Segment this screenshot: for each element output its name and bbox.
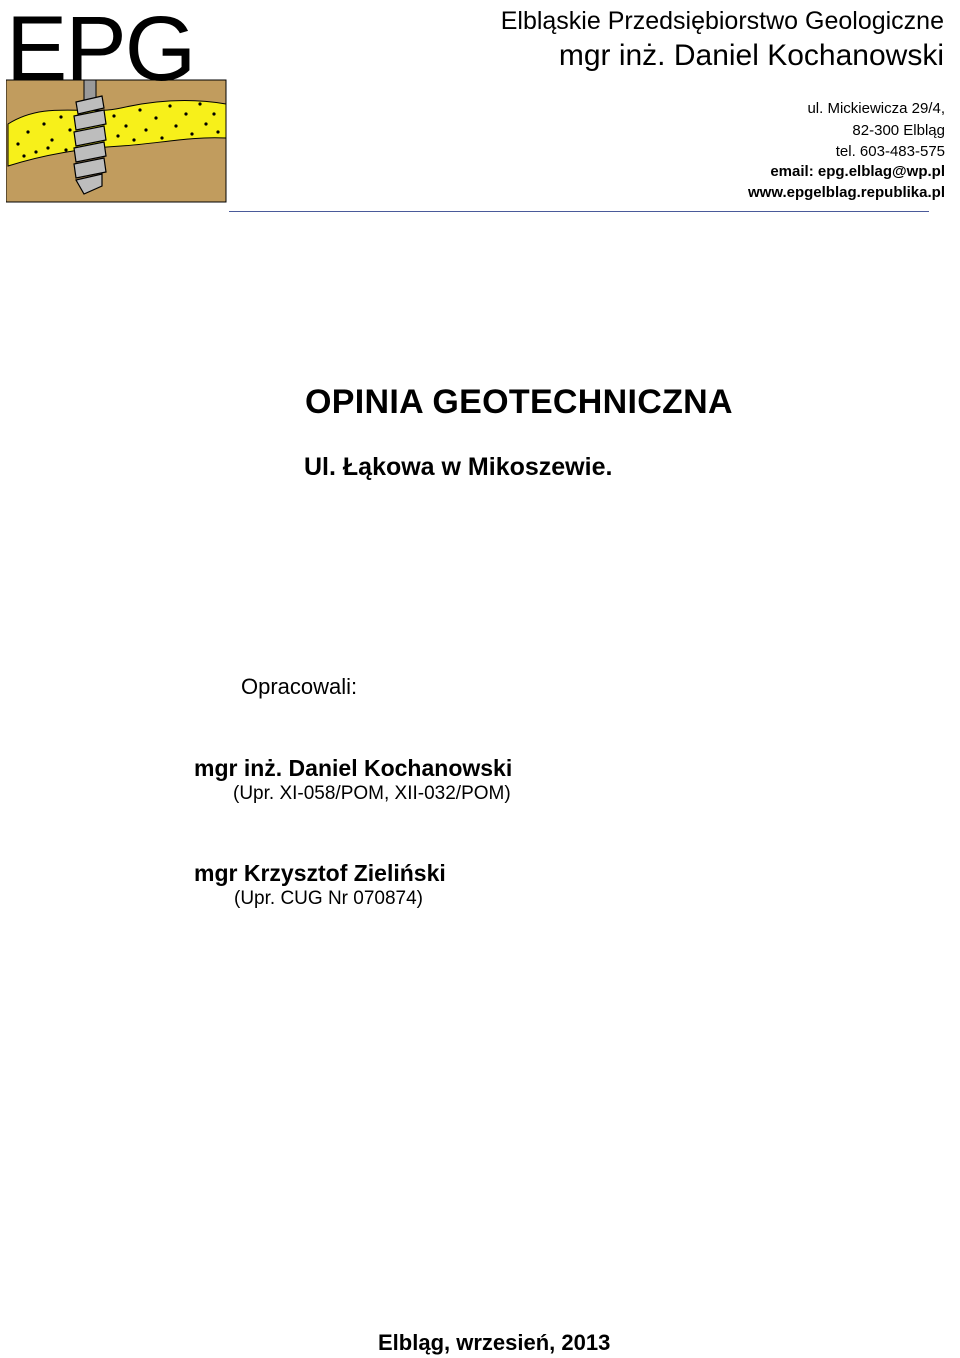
author-license: (Upr. XI-058/POM, XII-032/POM) <box>233 783 511 804</box>
header-divider <box>229 211 929 212</box>
author-name: mgr Krzysztof Zieliński <box>194 860 446 886</box>
document-title: OPINIA GEOTECHNICZNA <box>305 383 733 421</box>
epg-logo <box>6 4 228 204</box>
place-and-date: Elbląg, wrzesień, 2013 <box>378 1330 611 1355</box>
company-person: mgr inż. Daniel Kochanowski <box>558 39 944 72</box>
address-city: 82-300 Elbląg <box>852 122 945 139</box>
address-street: ul. Mickiewicza 29/4, <box>807 100 945 117</box>
logo-epg-text: EPG <box>6 4 195 100</box>
document-subtitle: Ul. Łąkowa w Mikoszewie. <box>304 453 613 481</box>
auger-drill-icon <box>6 4 228 204</box>
prepared-by-label: Opracowali: <box>241 674 358 699</box>
author-license: (Upr. CUG Nr 070874) <box>234 888 424 909</box>
author-name: mgr inż. Daniel Kochanowski <box>194 755 513 781</box>
email-address: email: epg.elblag@wp.pl <box>770 163 945 180</box>
company-name: Elbląskie Przedsiębiorstwo Geologiczne <box>500 7 944 35</box>
logo-auger-flights <box>74 96 106 194</box>
website-link[interactable]: www.epgelblag.republika.pl <box>748 184 945 201</box>
phone-number: tel. 603-483-575 <box>835 143 945 160</box>
